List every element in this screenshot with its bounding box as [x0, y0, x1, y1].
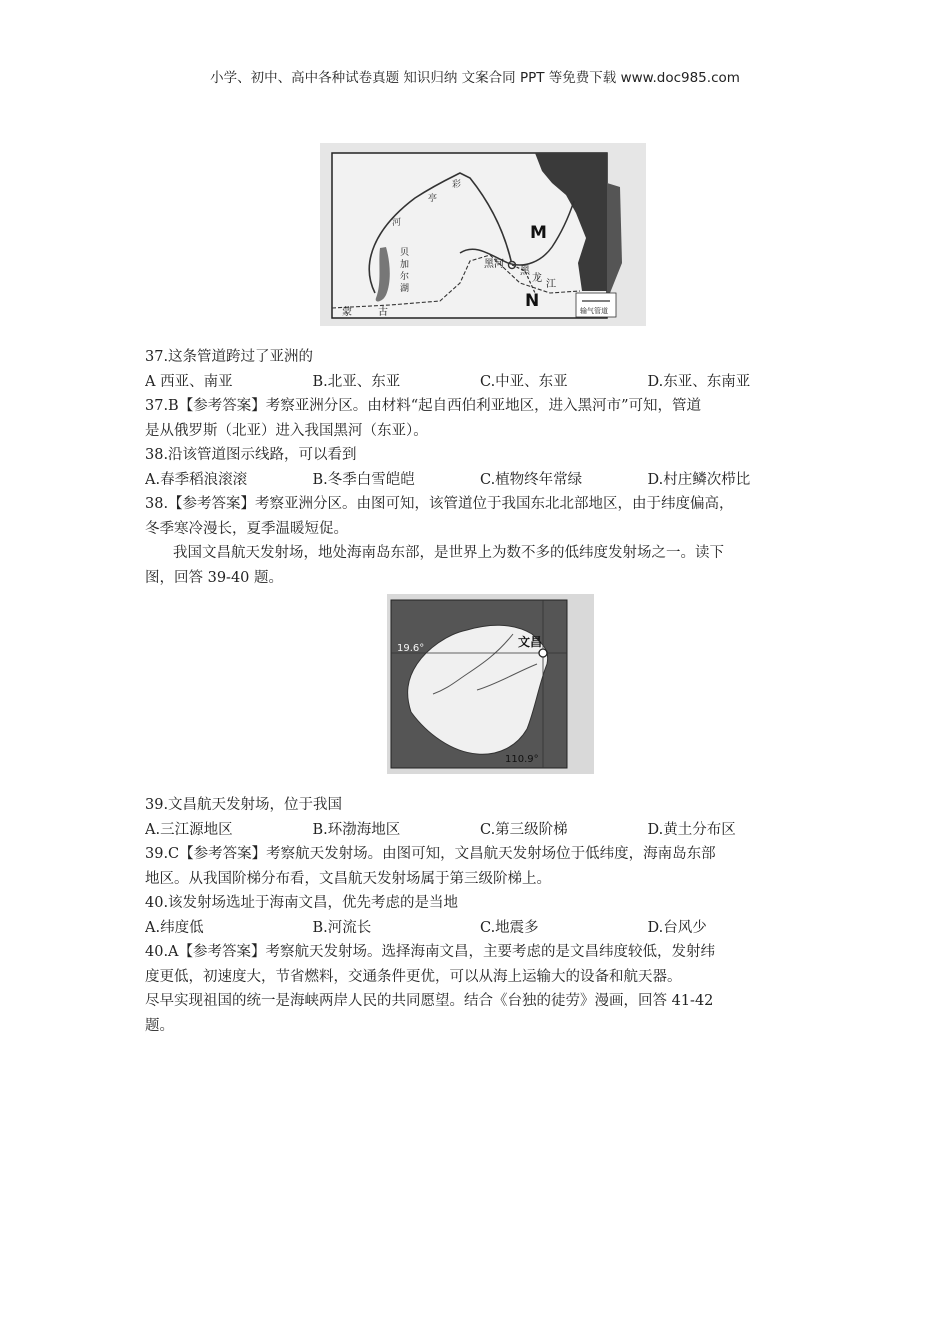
q40-option-a: A.纬度低	[145, 919, 204, 936]
q39-option-b: B.环渤海地区	[312, 821, 401, 838]
map1-label-m: M	[530, 223, 547, 243]
q40-answer-line-1: 40.A【参考答案】考察航天发射场。选择海南文昌，主要考虑的是文昌纬度较低，发射纬	[145, 944, 716, 960]
q37-option-d: D.东亚、东南亚	[647, 373, 751, 390]
q38-stem: 38.沿该管道图示线路，可以看到	[145, 447, 357, 463]
q37-stem: 37.这条管道跨过了亚洲的	[145, 349, 314, 365]
map1-river-char-3: 彩	[452, 180, 462, 190]
map1-mongolia-2: 古	[378, 307, 388, 318]
map1-river-char-2: 亭	[428, 194, 438, 204]
q37-option-c: C.中亚、东亚	[480, 373, 568, 390]
q39-option-c: C.第三级阶梯	[480, 821, 568, 838]
map2-latitude-label: 19.6°	[397, 643, 425, 654]
map1-mongolia-1: 蒙	[342, 307, 352, 318]
q37-options	[145, 370, 815, 395]
map1-baikal-2: 加	[400, 260, 410, 270]
q38-option-b: B.冬季白雪皑皑	[312, 471, 415, 488]
pipeline-map-svg	[320, 143, 646, 326]
q40-option-b: B.河流长	[312, 919, 372, 936]
q40-stem: 40.该发射场选址于海南文昌，优先考虑的是当地	[145, 895, 459, 911]
intro-wenchang-line-2: 图，回答 39-40 题。	[145, 569, 284, 586]
intro-taiwan-line-2: 题。	[145, 1017, 174, 1034]
q39-stem: 39.文昌航天发射场，位于我国	[145, 797, 343, 813]
map1-heihe: 黑河	[484, 259, 504, 270]
q40-options	[145, 916, 815, 941]
map2-city-label: 文昌	[518, 635, 543, 649]
intro-taiwan-line-1: 尽早实现祖国的统一是海峡两岸人民的共同愿望。结合《台独的徒劳》漫画，回答 41-42	[145, 993, 714, 1009]
q39-option-a: A.三江源地区	[145, 821, 233, 838]
map1-river-char-1: 河	[392, 218, 402, 228]
map2-longitude-label: 110.9°	[505, 754, 539, 765]
q40-option-d: D.台风少	[647, 919, 707, 936]
q37-option-b: B.北亚、东亚	[312, 373, 401, 390]
page-header: 小学、初中、高中各种试卷真题 知识归纳 文案合同 PPT 等免费下载 www.doc985.com	[210, 70, 740, 86]
q39-answer-line-2: 地区。从我国阶梯分布看，文昌航天发射场属于第三级阶梯上。	[145, 870, 551, 887]
q38-option-d: D.村庄鳞次栉比	[647, 471, 751, 488]
map1-label-n: N	[525, 291, 540, 311]
map1-baikal-1: 贝	[400, 248, 410, 258]
q37-option-a: A 西亚、南亚	[145, 373, 233, 390]
map1-heilongjiang-1: 黑	[520, 266, 530, 277]
map1-heilongjiang-3: 江	[546, 279, 556, 290]
q39-options	[145, 818, 815, 843]
q38-option-a: A.春季稻浪滚滚	[145, 471, 248, 488]
q37-answer-line-1: 37.B【参考答案】考察亚洲分区。由材料“起自西伯利亚地区，进入黑河市”可知，管道	[145, 398, 702, 414]
q38-options	[145, 468, 815, 493]
q38-answer-line-1: 38.【参考答案】考察亚洲分区。由图可知，该管道位于我国东北北部地区，由于纬度偏高，	[145, 496, 734, 512]
q37-answer-line-2: 是从俄罗斯（北亚）进入我国黑河（东亚）。	[145, 422, 428, 439]
q40-answer-line-2: 度更低，初速度大，节省燃料，交通条件更优，可以从海上运输大的设备和航天器。	[145, 968, 682, 985]
q39-answer-line-1: 39.C【参考答案】考察航天发射场。由图可知，文昌航天发射场位于低纬度，海南岛东部	[145, 846, 716, 862]
hainan-map-svg	[387, 594, 594, 774]
intro-wenchang-line-1: 我国文昌航天发射场，地处海南岛东部，是世界上为数不多的低纬度发射场之一。读下	[173, 545, 724, 561]
q40-option-c: C.地震多	[480, 919, 539, 936]
hainan-map	[387, 594, 594, 774]
map1-heilongjiang-2: 龙	[532, 273, 542, 284]
q39-option-d: D.黄土分布区	[647, 821, 736, 838]
questions-block-2	[145, 793, 815, 1038]
questions-block-1	[145, 345, 815, 590]
q38-answer-line-2: 冬季寒冷漫长，夏季温暖短促。	[145, 520, 348, 537]
map1-baikal-3: 尔	[400, 272, 410, 282]
map1-baikal-4: 湖	[400, 284, 410, 294]
pipeline-map	[320, 143, 646, 326]
map1-legend: 输气管道	[580, 307, 608, 315]
q38-option-c: C.植物终年常绿	[480, 471, 583, 488]
